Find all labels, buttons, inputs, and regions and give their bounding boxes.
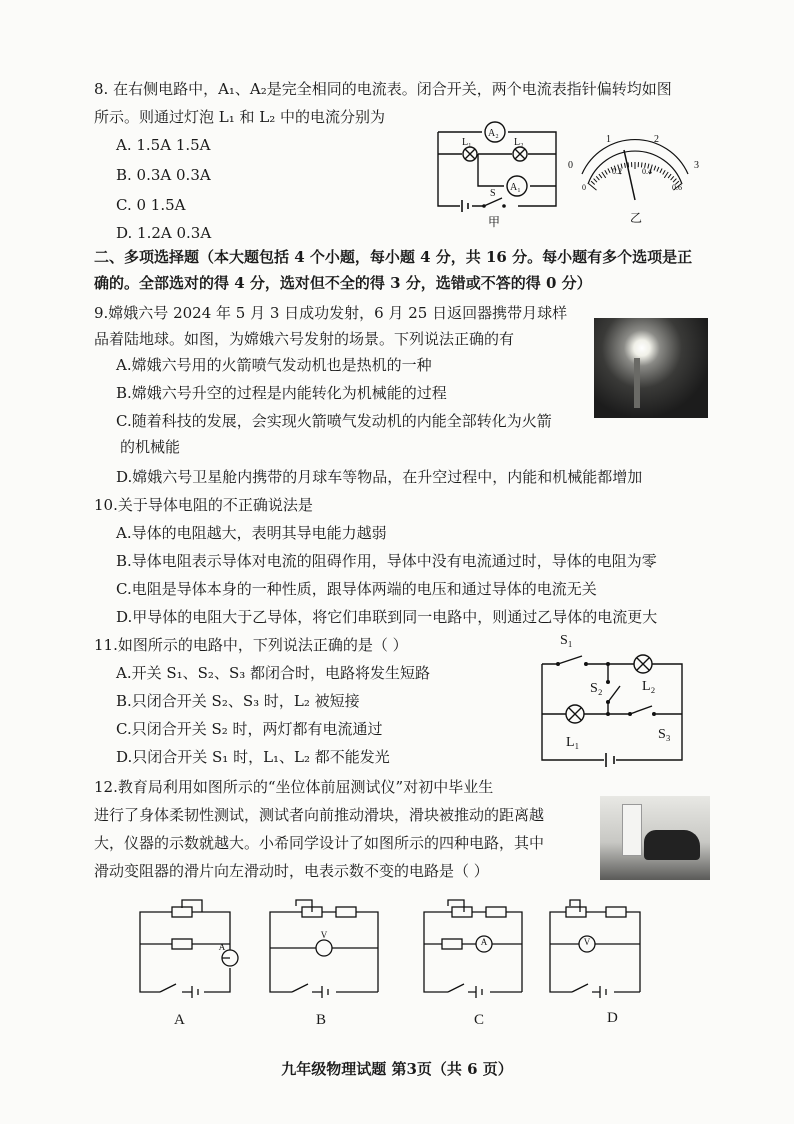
q11-s2-label: S₂ — [590, 681, 603, 696]
q8-option-c: C. 0 1.5A — [116, 196, 186, 214]
q11-stem: 11.如图所示的电路中，下列说法正确的是（ ） — [94, 636, 408, 654]
q10-option-c: C.电阻是导体本身的一种性质，跟导体两端的电压和通过导体的电流无关 — [116, 580, 597, 598]
tester-column — [622, 804, 642, 856]
circuit-b-voltmeter — [316, 940, 332, 956]
dial-tick — [608, 169, 610, 173]
section2-heading-line2: 确的。全部选对的得 4 分，选对但不全的得 3 分，选错或不答的得 0 分） — [94, 274, 592, 292]
q8-l1-label: L₁ — [462, 137, 472, 148]
page-footer: 九年级物理试题 第3页（共 6 页） — [281, 1060, 513, 1078]
q8-option-b: B. 0.3A 0.3A — [116, 166, 211, 184]
q8-option-a: A. 1.5A 1.5A — [116, 136, 211, 154]
q12-stem-line2: 进行了身体柔韧性测试，测试者向前推动滑块，滑块被推动的距离越 — [94, 806, 545, 824]
q11-circuit-diagram — [530, 624, 700, 774]
dial-inner-1: 0.2 — [612, 167, 622, 176]
q8-l2-label: L₂ — [514, 137, 524, 148]
q12-meter-label-d: V — [583, 937, 591, 947]
dial-tick — [605, 170, 608, 174]
circuit-c-resistor-2 — [442, 939, 462, 949]
q12-caption-a: A — [174, 1012, 185, 1028]
circuit-b-resistor — [336, 907, 356, 917]
q9-stem-line2: 品着陆地球。如图，为嫦娥六号发射的场景。下列说法正确的有 — [94, 330, 515, 348]
circuit-a-switch-battery — [160, 984, 198, 998]
dial-inner-3: 0.6 — [672, 183, 682, 192]
q11-option-a: A.开关 S₁、S₂、S₃ 都闭合时，电路将发生短路 — [116, 664, 431, 682]
circuit-c-rheostat — [452, 907, 472, 917]
q12-stem-line3: 大，仪器的示数就越大。小希同学设计了如图所示的四种电路，其中 — [94, 834, 545, 852]
q10-option-a: A.导体的电阻越大，表明其导电能力越弱 — [116, 524, 387, 542]
q11-l1-label: L₁ — [566, 735, 580, 750]
dial-tick — [599, 174, 602, 178]
q10-option-b: B.导体电阻表示导体对电流的阻碍作用，导体中没有电流通过时，导体的电阻为零 — [116, 552, 657, 570]
q11-option-c: C.只闭合开关 S₂ 时，两灯都有电流通过 — [116, 720, 383, 738]
circuit-a-resistor — [172, 939, 192, 949]
q12-meter-label-b: V — [320, 930, 328, 940]
q12-circuits — [130, 890, 650, 1008]
q9-option-d: D.嫦娥六号卫星舱内携带的月球车等物品，在升空过程中，内能和机械能都增加 — [116, 468, 643, 486]
q12-meter-label-c: A — [480, 937, 488, 947]
dial-tick — [657, 167, 659, 172]
q12-stem-line1: 12.教育局利用如图所示的“坐位体前屈测试仪”对初中毕业生 — [94, 778, 494, 796]
circuit-c-wires — [424, 900, 522, 992]
student-silhouette — [644, 830, 700, 860]
q8-stem-line2: 所示。则通过灯泡 L₁ 和 L₂ 中的电流分别为 — [94, 108, 386, 126]
circuit-a-rheostat — [172, 907, 192, 917]
dial-inner-2: 0.4 — [642, 167, 652, 176]
q12-caption-d: D — [607, 1010, 618, 1026]
q9-stem-line1: 9.嫦娥六号 2024 年 5 月 3 日成功发射，6 月 25 日返回器携带月球样 — [94, 304, 568, 322]
q11-option-d: D.只闭合开关 S₁ 时，L₁、L₂ 都不能发光 — [116, 748, 390, 766]
circuit-b-wires — [270, 900, 378, 992]
circuit-d-rheostat — [566, 907, 586, 917]
dial-outer-0: 0 — [568, 160, 573, 171]
q9-option-a: A.嫦娥六号用的火箭喷气发动机也是热机的一种 — [116, 356, 432, 374]
dial-tick — [589, 184, 597, 190]
q9-option-b: B.嫦娥六号升空的过程是内能转化为机械能的过程 — [116, 384, 447, 402]
dial-tick — [663, 170, 666, 174]
dial-needle — [624, 150, 635, 200]
rocket-launch-photo — [594, 318, 708, 418]
q12-meter-label-a: A — [218, 942, 226, 952]
dial-tick — [596, 176, 599, 180]
section2-heading-line1: 二、多项选择题（本大题包括 4 个小题，每小题 4 分，共 16 分。每小题有多个选项是正 — [94, 248, 693, 266]
q8-option-d: D. 1.2A 0.3A — [116, 224, 212, 242]
launch-tower — [634, 358, 640, 408]
dial-outer-3: 3 — [694, 160, 699, 171]
dial-tick — [594, 179, 597, 183]
flexibility-tester-photo — [600, 796, 710, 880]
q8-circuit-diagram-a — [432, 118, 562, 230]
circuit-b-switch-battery — [292, 984, 328, 998]
dial-tick — [673, 179, 676, 183]
dial-tick — [671, 176, 674, 180]
circuit-d-resistor — [606, 907, 626, 917]
q9-option-c-line2: 的机械能 — [120, 438, 181, 456]
q8-stem-line1: 8. 在右侧电路中，A₁、A₂是完全相同的电流表。闭合开关，两个电流表指针偏转均如图 — [94, 80, 672, 98]
q8-fig-b-caption: 乙 — [630, 211, 643, 225]
circuit-c-switch-battery — [448, 984, 482, 998]
circuit-a-wires — [140, 900, 230, 992]
q12-stem-line4: 滑动变阻器的滑片向左滑动时，电表示数不变的电路是（ ） — [94, 862, 489, 880]
dial-outer-2: 2 — [654, 134, 659, 145]
q11-l2-label: L₂ — [642, 679, 656, 694]
dial-tick — [660, 169, 662, 173]
dial-tick — [591, 181, 595, 184]
circuit-c-resistor — [486, 907, 506, 917]
q10-option-d: D.甲导体的电阻大于乙导体，将它们串联到同一电路中，则通过乙导体的电流更大 — [116, 608, 658, 626]
q9-option-c-line1: C.随着科技的发展，会实现火箭喷气发动机的内能全部转化为火箭 — [116, 412, 552, 430]
dial-tick — [625, 163, 626, 168]
q11-option-b: B.只闭合开关 S₂、S₃ 时，L₂ 被短接 — [116, 692, 360, 710]
dial-tick — [602, 172, 606, 178]
dial-tick — [668, 174, 671, 178]
dial-tick — [654, 166, 656, 171]
dial-inner-0: 0 — [582, 183, 586, 192]
dial-outer-1: 1 — [606, 134, 611, 145]
q8-s-label: S — [490, 188, 496, 199]
circuit-d-switch-battery — [572, 984, 606, 998]
q8-fig-a-caption: 甲 — [488, 215, 501, 229]
q12-caption-c: C — [474, 1012, 485, 1028]
q11-s1-label: S₁ — [560, 633, 573, 648]
dial-tick — [664, 172, 668, 178]
q12-caption-b: B — [316, 1012, 327, 1028]
q8-a2-label: A₂ — [488, 128, 499, 139]
q11-s3-label: S₃ — [658, 727, 671, 742]
q8-meter-dial-b — [560, 128, 710, 228]
q10-stem: 10.关于导体电阻的不正确说法是 — [94, 496, 313, 514]
q8-a1-label: A₁ — [510, 182, 521, 193]
